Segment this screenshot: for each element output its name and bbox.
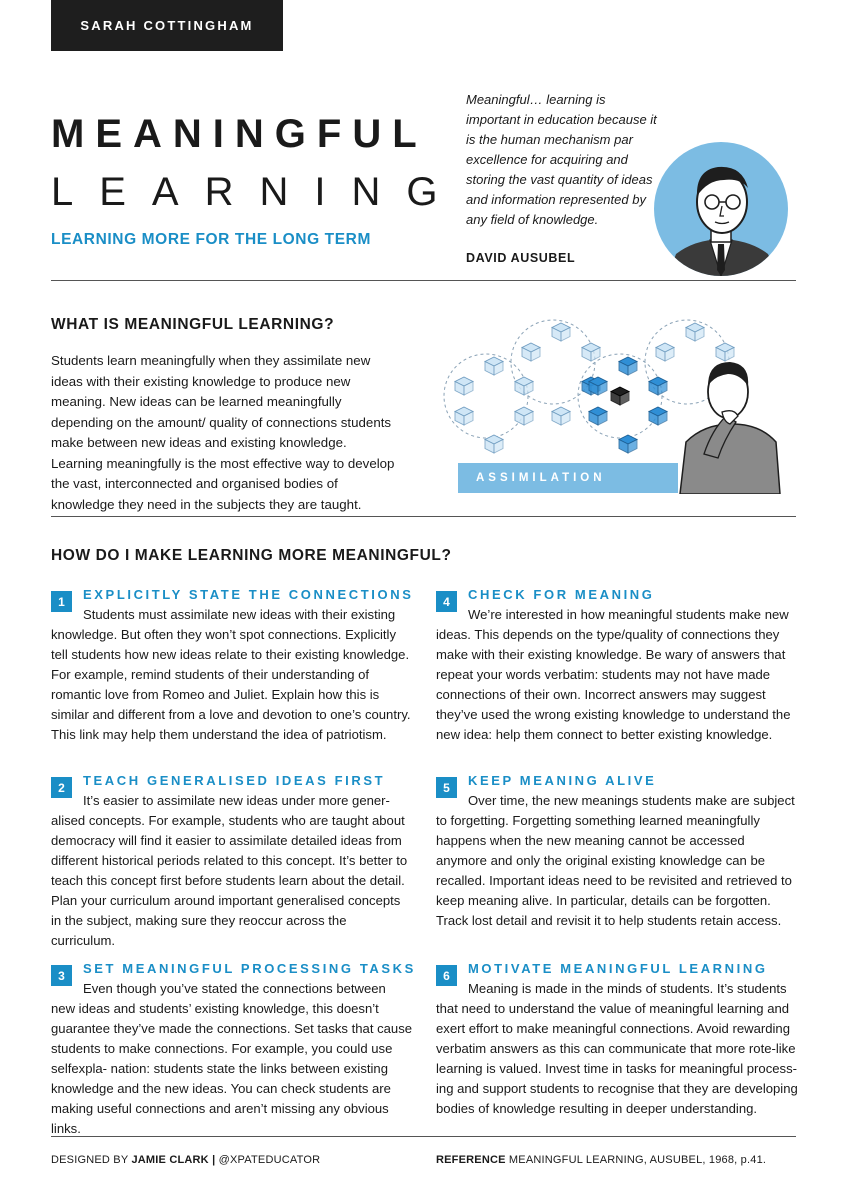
credit-separator: | — [212, 1154, 216, 1166]
page-subtitle: LEARNING MORE FOR THE LONG TERM — [51, 231, 371, 248]
tip-title: KEEP MEANING ALIVE — [468, 773, 657, 788]
intro-body: Students learn meaningfully when they assimilate new ideas with their existing knowledge to produce new meaning. New ideas can be learned meaningfully depending on the amount/ quality of connections students make between new ideas and existing knowledge. Learning meaningfully is the most effective way to develop the vast, interconnected and organised bodies of knowledge they need in the subjects they are taught. — [51, 353, 395, 512]
tip-title: SET MEANINGFUL PROCESSING TASKS — [83, 961, 416, 976]
tip-4 — [436, 587, 798, 747]
tip-5 — [436, 773, 798, 933]
assimilation-label: ASSIMILATION — [458, 463, 678, 493]
tip-2 — [51, 773, 413, 948]
header-divider — [51, 280, 796, 281]
howto-heading: HOW DO I MAKE LEARNING MORE MEANINGFUL? — [51, 547, 452, 564]
quote-author: DAVID AUSUBEL — [466, 251, 576, 265]
knowledge-cube — [515, 377, 533, 395]
knowledge-cube — [619, 357, 637, 375]
tip-number-badge: 1 — [51, 591, 72, 612]
knowledge-cube — [649, 407, 667, 425]
knowledge-cube — [656, 343, 674, 361]
knowledge-cube — [589, 407, 607, 425]
knowledge-cube — [649, 377, 667, 395]
tip-body: Meaning is made in the minds of students. It’s students that need to understand the value of meaningful learning and exert effort to make meaningful connections. Avoid rewarding verbatim answers as this can communicate that more rote-like learning is valued. Invest time in tasks for meaningful process- ing and support students to recognise that they are developing bodies of knowledge resulting in deeper understanding. — [436, 981, 798, 1116]
knowledge-cube — [485, 357, 503, 375]
tip-number-badge: 2 — [51, 777, 72, 798]
section-divider — [51, 516, 796, 517]
tip-number-badge: 4 — [436, 591, 457, 612]
knowledge-cube — [716, 343, 734, 361]
knowledge-cube — [455, 407, 473, 425]
tip-body: Even though you’ve stated the connections between new ideas and students’ existing knowledge, this doesn’t guarantee they’ve made the connections. Set tasks that cause students to make connections. For example, you could use selfexpla- nation: students state the links between existing knowledge and the new ideas. You can check students are making useful connections and aren’t missing any obvious links. — [51, 981, 413, 1136]
thinker-figure — [680, 362, 780, 494]
tip-title: EXPLICITLY STATE THE CONNECTIONS — [83, 587, 414, 602]
author-banner — [51, 0, 283, 51]
designer-credit — [51, 1154, 320, 1166]
knowledge-cube — [455, 377, 473, 395]
knowledge-cube — [552, 407, 570, 425]
designed-by-label: DESIGNED BY — [51, 1154, 129, 1166]
reference-credit — [436, 1154, 766, 1166]
knowledge-cube — [619, 435, 637, 453]
author-name: SARAH COTTINGHAM — [80, 18, 254, 33]
knowledge-cube — [686, 323, 704, 341]
footer-divider — [51, 1136, 796, 1137]
reference-label: REFERENCE — [436, 1154, 506, 1166]
ausubel-portrait-illustration — [654, 142, 788, 276]
knowledge-cube — [552, 323, 570, 341]
knowledge-cube — [522, 343, 540, 361]
tip-1 — [51, 587, 413, 747]
tip-body: Students must assimilate new ideas with their existing knowledge. But often they won’t spot connections. Explicitly tell students how new ideas relate to their existing knowledge. For example, remind students of their understanding of romantic love from Romeo and Juliet. Explain how this is similar and different from a love and devotion to one’s country. This link may help them understand the idea of patriotism. — [51, 607, 411, 742]
reference-text: MEANINGFUL LEARNING, AUSUBEL, 1968, p.41. — [508, 1154, 767, 1166]
knowledge-cube — [582, 343, 600, 361]
designer-handle: @XPATEDUCATOR — [218, 1154, 321, 1166]
page-title-line-1: MEANINGFUL — [51, 112, 428, 156]
tip-number-badge: 3 — [51, 965, 72, 986]
tip-body: Over time, the new meanings students make are subject to forgetting. Forgetting something learned meaningfully happens when the new meaning cannot be accessed anymore and only the original existing knowledge can be recalled. Important ideas need to be revisited and retrieved to keep meaning alive. In particular, details can be forgotten. Track lost detail and revisit it to help students retain access. — [436, 793, 795, 928]
tip-number-badge: 6 — [436, 965, 457, 986]
page-title-line-2: LEARNING — [51, 170, 464, 214]
knowledge-cube — [589, 377, 607, 395]
knowledge-cube — [485, 435, 503, 453]
knowledge-cube — [515, 407, 533, 425]
tip-body: It’s easier to assimilate new ideas under more gener- alised concepts. For example, students who are taught about democracy will find it easier to assimilate detailed ideas from different historical periods related to this concept. It’s better to teach this concept first before students learn about the detail. Plan your curriculum around important generalised concepts in the subject, making sure they reoccur across the curriculum. — [51, 793, 408, 948]
tip-6 — [436, 961, 798, 1121]
tip-title: MOTIVATE MEANINGFUL LEARNING — [468, 961, 768, 976]
tip-3 — [51, 961, 416, 1136]
tip-number-badge: 5 — [436, 777, 457, 798]
new-idea-cube — [611, 387, 629, 405]
designer-name: JAMIE CLARK — [131, 1154, 209, 1166]
ausubel-quote: Meaningful… learning is important in education because it is the human mechanism par excellence for acquiring and storing the vast quantity of ideas and information represented by any field of knowledge. — [466, 92, 657, 227]
intro-heading: WHAT IS MEANINGFUL LEARNING? — [51, 316, 335, 333]
tip-title: CHECK FOR MEANING — [468, 587, 655, 602]
tip-body: We’re interested in how meaningful students make new ideas. This depends on the type/quality of connections they make with their existing knowledge. Be wary of answers that repeat your words verbatim: students may not have made connections of their own. Incorrect answers may suggest they’ve used the wrong existing knowledge to understand the new idea: help them connect to better existing knowledge. — [436, 607, 791, 742]
tip-title: TEACH GENERALISED IDEAS FIRST — [83, 773, 386, 788]
